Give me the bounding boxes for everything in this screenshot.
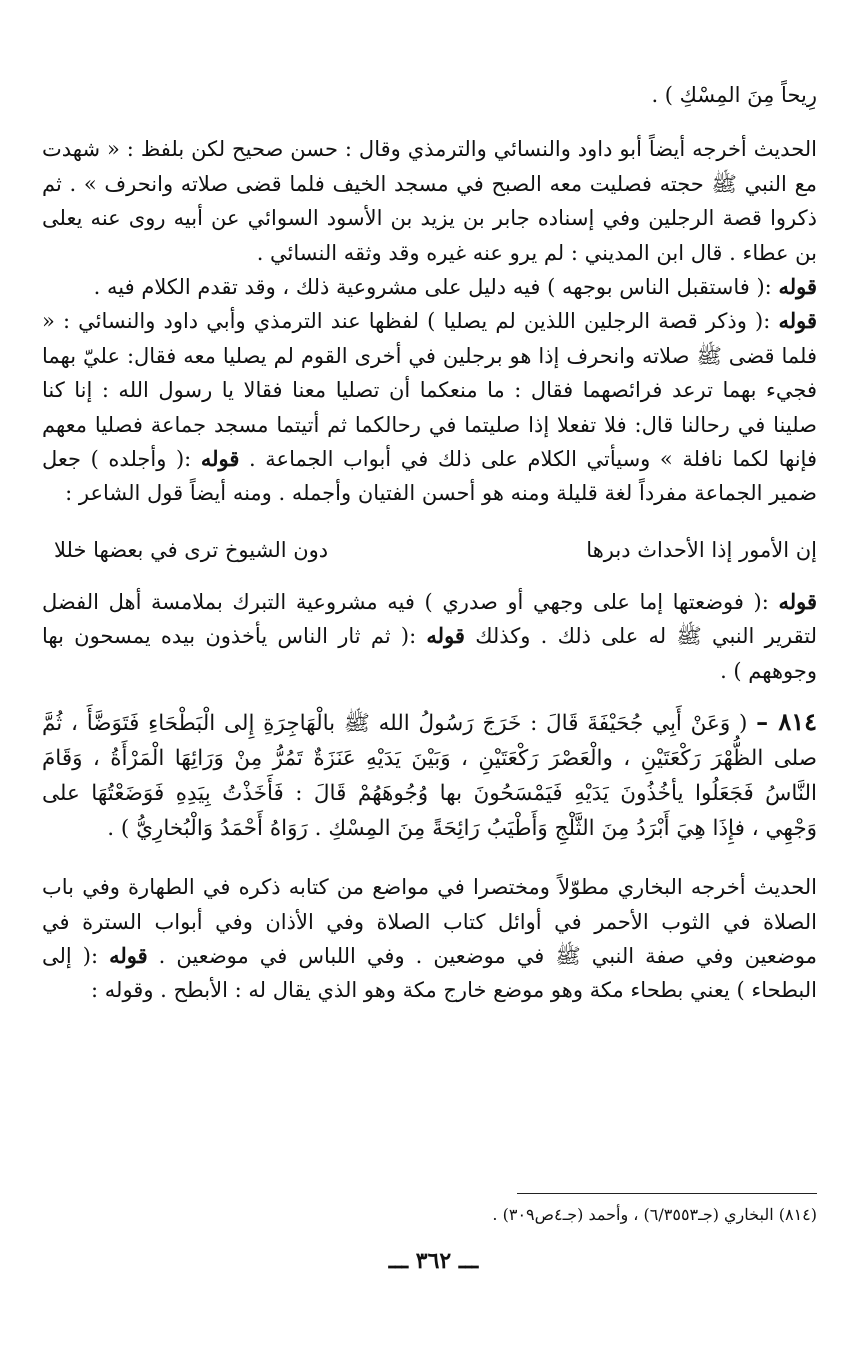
paragraph-text: :( ثم ثار الناس يأخذون بيده يمسحون بها وجوههم ) . [42, 624, 817, 683]
text-line: رِيحاً مِنَ المِسْكِ ) . [651, 83, 817, 107]
paragraph-text: :( وذكر قصة الرجلين اللذين لم يصليا ) لفظها عند الترمذي وأبي داود والنسائي : « فلما قضى ﷺ صلاته وانحرف إذا هو برجلين في أخرى القوم لم يصليا معه فقال: عليّ بهما فجيء بهما ترعد فرائصهما فقال : ما منعكما أن تصليا معنا فقالا يا رسول الله : إنا كنا صلينا في رحالنا قال: فلا تفعلا إذا صليتما في رحالكما ثم أتيتما مسجد جماعة فصليا معهم فإنها لكما نافلة » وسيأتي الكلام على ذلك في أبواب الجماعة . [42, 309, 817, 472]
hadith-text [42, 704, 817, 846]
qawluhu-label: قوله [778, 588, 817, 614]
qawluhu-label: قوله [778, 308, 817, 334]
verse-first-hemistich: إن الأمور إذا الأحداث دبرها [586, 537, 817, 562]
paragraph-text: :( وأجلده ) جعل ضمير الجماعة مفرداً لغة قليلة ومنه هو أحسن الفتيان وأجمله . ومنه أيضاً قول الشاعر : [42, 447, 817, 506]
paragraph-text: :( إلى البطحاء ) يعني بطحاء مكة وهو موضع خارج مكة وهو الذي يقال له : الأبطح . وقوله : [42, 943, 817, 1003]
paragraph-text: :( فاستقبل الناس بوجهه ) فيه دليل على مشروعية ذلك ، وقد تقدم الكلام فيه . [93, 275, 772, 300]
verse-second-hemistich: دون الشيوخ ترى في بعضها خللا [54, 537, 329, 562]
paragraph-text: الحديث أخرجه البخاري مطوّلاً ومختصرا في مواضع من كتابه ذكره في الطهارة وفي باب الصلاة في الثوب الأحمر في أوائل كتاب الصلاة وفي الأذان وفي أبواب السترة في موضعين وفي صفة النبي ﷺ في موضعين . وفي اللباس في موضعين . [42, 875, 817, 968]
paragraph [42, 132, 817, 510]
qawluhu-label: قوله [426, 623, 465, 649]
qawluhu-label: قوله [778, 274, 817, 300]
paragraph [42, 870, 817, 1008]
qawluhu-label: قوله [109, 942, 148, 968]
page-number: ـــ ٣٦٢ ـــ [388, 1248, 479, 1274]
poetry-verse [42, 533, 817, 567]
paragraph [42, 585, 817, 688]
qawluhu-label: قوله [200, 446, 240, 472]
hadith-body: ( وَعَنْ أَبِي جُحَيْفَةَ قَالَ : خَرَجَ رَسُولُ الله ﷺ بالْهَاجِرَةِ إِلى الْبَطْحَاءِ فَتَوَضَّأَ ، ثُمَّ صلى الظُّهْرَ رَكْعَتَيْنِ ، والْعَصْرَ رَكْعَتَيْنِ ، وَبَيْنَ يَدَيْهِ عَنَزَةٌ تَمُرُّ مِنْ وَرَائِهَا الْمَرْأَةُ ، وَقَامَ النَّاسُ فَجَعَلُوا يأخُذُونَ يَدَيْهِ فَيَمْسَحُونَ بها وُجُوهَهُمْ قَالَ : فَأَخَذْتُ بِيَدِهِ فَوَضَعْتُهَا على وَجْهِي ، فإِذَا هِيَ أَبْرَدُ مِنَ الثَّلْجِ وَأَطْيَبُ رَائِحَةً مِنَ المِسْكِ . رَوَاهُ أَحْمَدُ وَالْبُخارِيُّ ) . [42, 711, 817, 842]
footnote: (٨١٤) البخاري (جـ٦/٣٥٥٣) ، وأحمد (جـ٤ص٣٠٩) . [492, 1205, 817, 1224]
paragraph-text: :( فوضعتها إما على وجهي أو صدري ) فيه مشروعية التبرك بملامسة أهل الفضل لتقرير النبي ﷺ له على ذلك . وكذلك [42, 589, 817, 649]
paragraph-text: الحديث أخرجه أيضاً أبو داود والنسائي والترمذي وقال : حسن صحيح لكن بلفظ : « شهدت مع النبي ﷺ حجته فصليت معه الصبح في مسجد الخيف فلما قضى صلاته وانحرف » . ثم ذكروا قصة الرجلين وفي إسناده جابر بن يزيد بن الأسود السوائي عن أبيه روى عنه يعلى بن عطاء . قال ابن المديني : لم يرو عنه غيره وقد وثقه النسائي . [42, 137, 817, 265]
footnote-divider [517, 1193, 817, 1194]
hadith-number: ٨١٤ – [756, 707, 817, 737]
